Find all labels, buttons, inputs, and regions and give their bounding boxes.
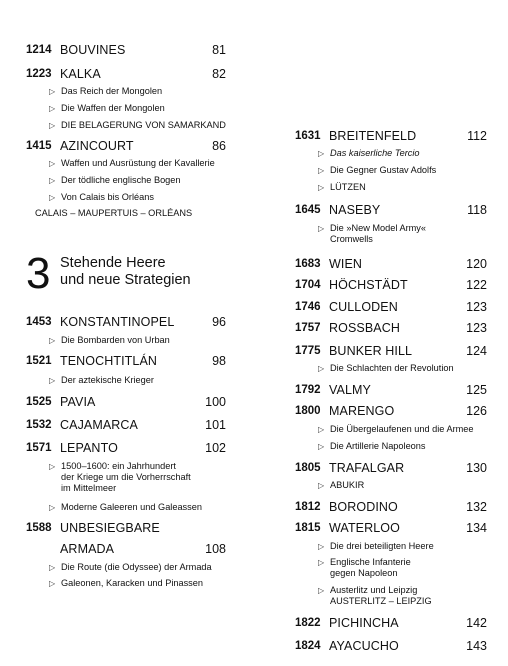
arrow-icon: ▷ [318, 224, 325, 233]
subentry-text: 1500–1600: ein Jahrhundert der Kriege um die Vorherrschaft im Mittelmeer [61, 461, 191, 493]
toc-entry-1815[interactable] [295, 522, 487, 538]
toc-entry-1683[interactable] [295, 258, 487, 274]
subentry-text: Die Waffen der Mongolen [61, 103, 165, 113]
toc-entry-1532[interactable] [26, 419, 226, 435]
toc-entry-1805[interactable] [295, 462, 487, 478]
subentry-text: DIE BELAGERUNG VON SAMARKAND [61, 120, 226, 130]
entry-year: 1588 [26, 522, 52, 534]
subentry-text: Die Bombarden von Urban [61, 335, 170, 345]
subentry-text: Galeonen, Karacken und Pinassen [61, 578, 203, 588]
entry-page: 123 [466, 300, 487, 314]
entry-title: AYACUCHO [329, 639, 399, 653]
toc-entry-1588[interactable] [26, 522, 226, 538]
arrow-icon: ▷ [318, 149, 325, 158]
entry-title: PICHINCHA [329, 616, 399, 630]
entry-title: PAVIA [60, 395, 96, 409]
arrow-icon: ▷ [318, 586, 325, 595]
entry-page: 130 [466, 461, 487, 475]
subentry-text: LÜTZEN [330, 182, 366, 192]
entry-title: LEPANTO [60, 441, 118, 455]
entry-page: 118 [467, 203, 487, 217]
subentry-text: Die drei beteiligten Heere [330, 541, 434, 551]
entry-page: 132 [466, 500, 487, 514]
toc-entry-1775[interactable] [295, 345, 487, 361]
entry-page: 142 [466, 616, 487, 630]
entry-page: 143 [466, 639, 487, 653]
entry-page: 101 [205, 418, 226, 432]
arrow-icon: ▷ [49, 579, 56, 588]
toc-entry-1453[interactable] [26, 316, 226, 332]
toc-entry-1415[interactable] [26, 140, 226, 156]
entry-year: 1453 [26, 316, 52, 328]
entry-year: 1812 [295, 501, 321, 513]
arrow-icon: ▷ [49, 176, 56, 185]
entry-title: TENOCHTITLÁN [60, 354, 158, 368]
toc-entry-1757[interactable] [295, 322, 487, 338]
entry-year: 1815 [295, 522, 321, 534]
subentry-text: Der tödliche englische Bogen [61, 175, 181, 185]
arrow-icon: ▷ [318, 481, 325, 490]
arrow-icon: ▷ [318, 442, 325, 451]
toc-entry-1521[interactable] [26, 355, 226, 371]
entry-title: CAJAMARCA [60, 418, 138, 432]
chapter-number: 3 [26, 249, 51, 298]
subentry-text: Moderne Galeeren und Galeassen [61, 502, 202, 512]
toc-entry-1800[interactable] [295, 405, 487, 421]
subentry-text: Die Schlachten der Revolution [330, 363, 454, 373]
toc-entry-1631[interactable] [295, 130, 487, 146]
subentry-text: Von Calais bis Orléans [61, 192, 154, 202]
arrow-icon: ▷ [49, 104, 56, 113]
subentry-text: Die Übergelaufenen und die Armee [330, 424, 474, 434]
entry-year: 1822 [295, 617, 321, 629]
toc-entry-1223[interactable] [26, 68, 226, 84]
entry-year: 1525 [26, 396, 52, 408]
arrow-icon: ▷ [49, 563, 56, 572]
toc-entry-1214[interactable] [26, 44, 226, 60]
toc-entry-1704[interactable] [295, 279, 487, 295]
entry-year: 1704 [295, 279, 321, 291]
entry-year: 1775 [295, 345, 321, 357]
entry-title: MARENGO [329, 404, 395, 418]
subentry-text: Das Reich der Mongolen [61, 86, 163, 96]
entry-page: 96 [212, 315, 226, 329]
toc-entry-1571[interactable] [26, 442, 226, 458]
entry-year: 1792 [295, 384, 321, 396]
entry-title: NASEBY [329, 203, 381, 217]
entry-title: TRAFALGAR [329, 461, 405, 475]
entry-page: 134 [466, 521, 487, 535]
entry-page: 86 [212, 139, 226, 153]
entry-title: KALKA [60, 67, 101, 81]
arrow-icon: ▷ [49, 87, 56, 96]
arrow-icon: ▷ [318, 183, 325, 192]
entry-year: 1532 [26, 419, 52, 431]
toc-entry-1645[interactable] [295, 204, 487, 220]
subentry-text: Das kaiserliche Tercio [330, 148, 420, 158]
subentry-text: Englische Infanterie gegen Napoleon [330, 557, 411, 578]
entry-page: 102 [205, 441, 226, 455]
entry-page: 112 [467, 129, 487, 143]
entry-page: 125 [466, 383, 487, 397]
entry-title: CULLODEN [329, 300, 398, 314]
subentry-text: Der aztekische Krieger [61, 375, 154, 385]
toc-entry-1812[interactable] [295, 501, 487, 517]
subentry-text: Waffen und Ausrüstung der Kavallerie [61, 158, 215, 168]
entry-page: 100 [205, 395, 226, 409]
entry-title: UNBESIEGBARE [60, 521, 160, 535]
subentry-text: Die »New Model Army« Cromwells [330, 223, 426, 244]
entry-page: 122 [466, 278, 487, 292]
entry-year: 1746 [295, 301, 321, 313]
entry-year: 1757 [295, 322, 321, 334]
toc-entry-1525[interactable] [26, 396, 226, 412]
toc-entry-1588-cont[interactable] [26, 543, 226, 559]
entry-year: 1631 [295, 130, 321, 142]
arrow-icon: ▷ [318, 364, 325, 373]
subentry-text: Die Route (die Odyssee) der Armada [61, 562, 212, 572]
arrow-icon: ▷ [318, 425, 325, 434]
arrow-icon: ▷ [49, 336, 56, 345]
entry-page: 81 [212, 43, 226, 57]
entry-title: VALMY [329, 383, 371, 397]
entry-year: 1571 [26, 442, 52, 454]
entry-title: AZINCOURT [60, 139, 134, 153]
subentry-text: Die Gegner Gustav Adolfs [330, 165, 437, 175]
entry-year: 1521 [26, 355, 52, 367]
subentry-text: ABUKIR [330, 480, 365, 490]
toc-entry-1824[interactable] [295, 640, 487, 656]
entry-title: HÖCHSTÄDT [329, 278, 408, 292]
entry-year: 1223 [26, 68, 52, 80]
entry-page: 82 [212, 67, 226, 81]
arrow-icon: ▷ [49, 503, 56, 512]
entry-title: BREITENFELD [329, 129, 417, 143]
entry-title: BOUVINES [60, 43, 126, 57]
entry-page: 98 [212, 354, 226, 368]
entry-title: WATERLOO [329, 521, 400, 535]
arrow-icon: ▷ [49, 159, 56, 168]
entry-year: 1800 [295, 405, 321, 417]
arrow-icon: ▷ [49, 193, 56, 202]
arrow-icon: ▷ [49, 376, 56, 385]
entry-title: WIEN [329, 257, 363, 271]
entry-page: 124 [466, 344, 487, 358]
entry-year: 1805 [295, 462, 321, 474]
toc-entry-1822[interactable] [295, 617, 487, 633]
arrow-icon: ▷ [318, 558, 325, 567]
entry-page: 126 [466, 404, 487, 418]
chapter-title: Stehende Heere und neue Strategien [60, 255, 191, 288]
entry-page: 108 [205, 542, 226, 556]
entry-year: 1415 [26, 140, 52, 152]
entry-year: 1214 [26, 44, 52, 56]
arrow-icon: ▷ [318, 542, 325, 551]
arrow-icon: ▷ [49, 121, 56, 130]
entry-title: ROSSBACH [329, 321, 400, 335]
entry-year: 1683 [295, 258, 321, 270]
toc-subentry-plain[interactable]: CALAIS – MAUPERTUIS – ORLÉANS [35, 208, 193, 218]
entry-title: BUNKER HILL [329, 344, 413, 358]
toc-entry-1746[interactable] [295, 301, 487, 317]
subentry-text: Austerlitz und Leipzig AUSTERLITZ – LEIPZIG [330, 585, 432, 606]
entry-year: 1645 [295, 204, 321, 216]
entry-page: 123 [466, 321, 487, 335]
arrow-icon: ▷ [49, 462, 56, 471]
entry-title: ARMADA [60, 542, 115, 556]
entry-page: 120 [466, 257, 487, 271]
entry-title: BORODINO [329, 500, 398, 514]
arrow-icon: ▷ [318, 166, 325, 175]
entry-title: KONSTANTINOPEL [60, 315, 175, 329]
entry-year: 1824 [295, 640, 321, 652]
toc-entry-1792[interactable] [295, 384, 487, 400]
subentry-text: Die Artillerie Napoleons [330, 441, 426, 451]
